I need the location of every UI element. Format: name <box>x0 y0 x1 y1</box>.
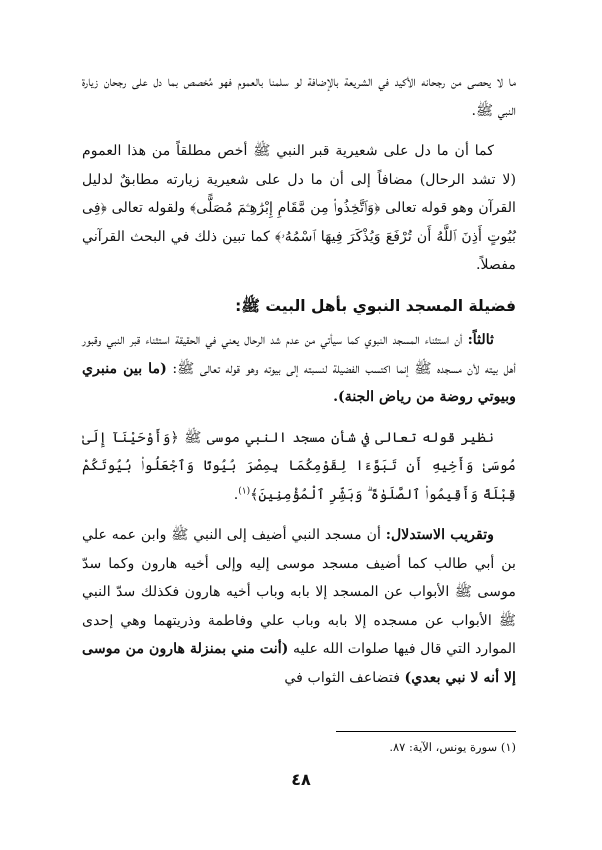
paragraph-1: ما لا يحصى من رجحانه الأكيد في الشريعة بالإضافة لو سلمنا بالعموم فهو مُخصص بما دل على رجحان زيارة النبي ﷺ. <box>82 74 516 119</box>
paragraph-4 <box>82 424 516 510</box>
hadith-quote: (ما بين منبري وبيوتي روضة من رياض الجنة). <box>82 360 516 405</box>
footnote-divider <box>336 731 516 732</box>
paragraph-4-end: . <box>233 486 239 503</box>
paragraph-5 <box>82 521 516 692</box>
quran-quote: ﴿وَأَوْحَيْنَآ إِلَىٰ مُوسَىٰ وَأَخِيهِ أَن تَبَوَّءَا لِقَوْمِكُمَا بِمِصْرَ بُيُوتًا وَٱجْعَلُوا۟ بُيُوتَكُمْ قِبْلَةً وَأَقِيمُوا۟ ٱلصَّلَوٰةَ ۗ وَبَشِّرِ ٱلْمُؤْمِنِينَ﴾ <box>82 429 516 503</box>
paragraph-3-lead: ثالثاً: <box>467 332 494 348</box>
section-heading: فضيلة المسجد النبوي بأهل البيت ﷺ: <box>235 296 516 315</box>
paragraph-3-text: أن استثناء المسجد النبوي كما سيأتي من عدم شد الرحال يعني في الحقيقة استثناء قبر النبي وقبور أهل بيته لأن مسجده ﷺ إنما اكتسب الفضيلة لنسبته إلى بيوته وهو قوله تعالى ﷺ: <box>82 332 516 377</box>
paragraph-5-text: أن مسجد النبي أضيف إلى النبي ﷺ وابن عمه علي بن أبي طالب كما أضيف مسجد موسى إليه وإلى أخيه هارون وكما سدّ موسى ﷺ الأبواب عن المسجد إلا بابه وباب أخيه هارون فكذلك سدّ النبي ﷺ الأبواب عن مسجده إلا بابه وباب علي وفاطمة وذريتهما وهي إحدى الموارد التي قال فيها صلوات الله عليه <box>82 527 516 657</box>
page-number: ٤٨ <box>291 770 311 789</box>
paragraph-3 <box>82 326 516 412</box>
paragraph-5-end: فتضاعف الثواب في <box>284 669 405 686</box>
paragraph-5-lead: وتقريب الاستدلال: <box>385 527 494 543</box>
paragraph-2: كما أن ما دل على شعيرية قبر النبي ﷺ أخص مطلقاً من هذا العموم (لا تشد الرحال) مضافاً إلى أن ما دل على شعيرية زيارته مطابقٌ لدليل القرآن وهو قوله تعالى ﴿وَٱتَّخِذُوا۟ مِن مَّقَامِ إِبْرَٰهِـۧمَ مُصَلًّى﴾ ولقوله تعالى ﴿فِى بُيُوتٍ أَذِنَ ٱللَّهُ أَن تُرْفَعَ وَيُذْكَرَ فِيهَا ٱسْمُهُۥ﴾ كما تبين ذلك في البحث القرآني مفصلاً. <box>82 143 516 273</box>
hadith-quote-2: (أنت مني بمنزلة هارون من موسى إلا أنه لا نبي بعدي) <box>82 641 516 686</box>
page-body <box>82 68 516 704</box>
footnote-ref[interactable]: (١) <box>238 485 251 496</box>
paragraph-4-text: نظير قوله تعالى في شأن مسجد النبي موسى ﷺ <box>178 429 495 446</box>
footnote: (١) سورة يونس، الآية: ٨٧. <box>389 740 516 754</box>
